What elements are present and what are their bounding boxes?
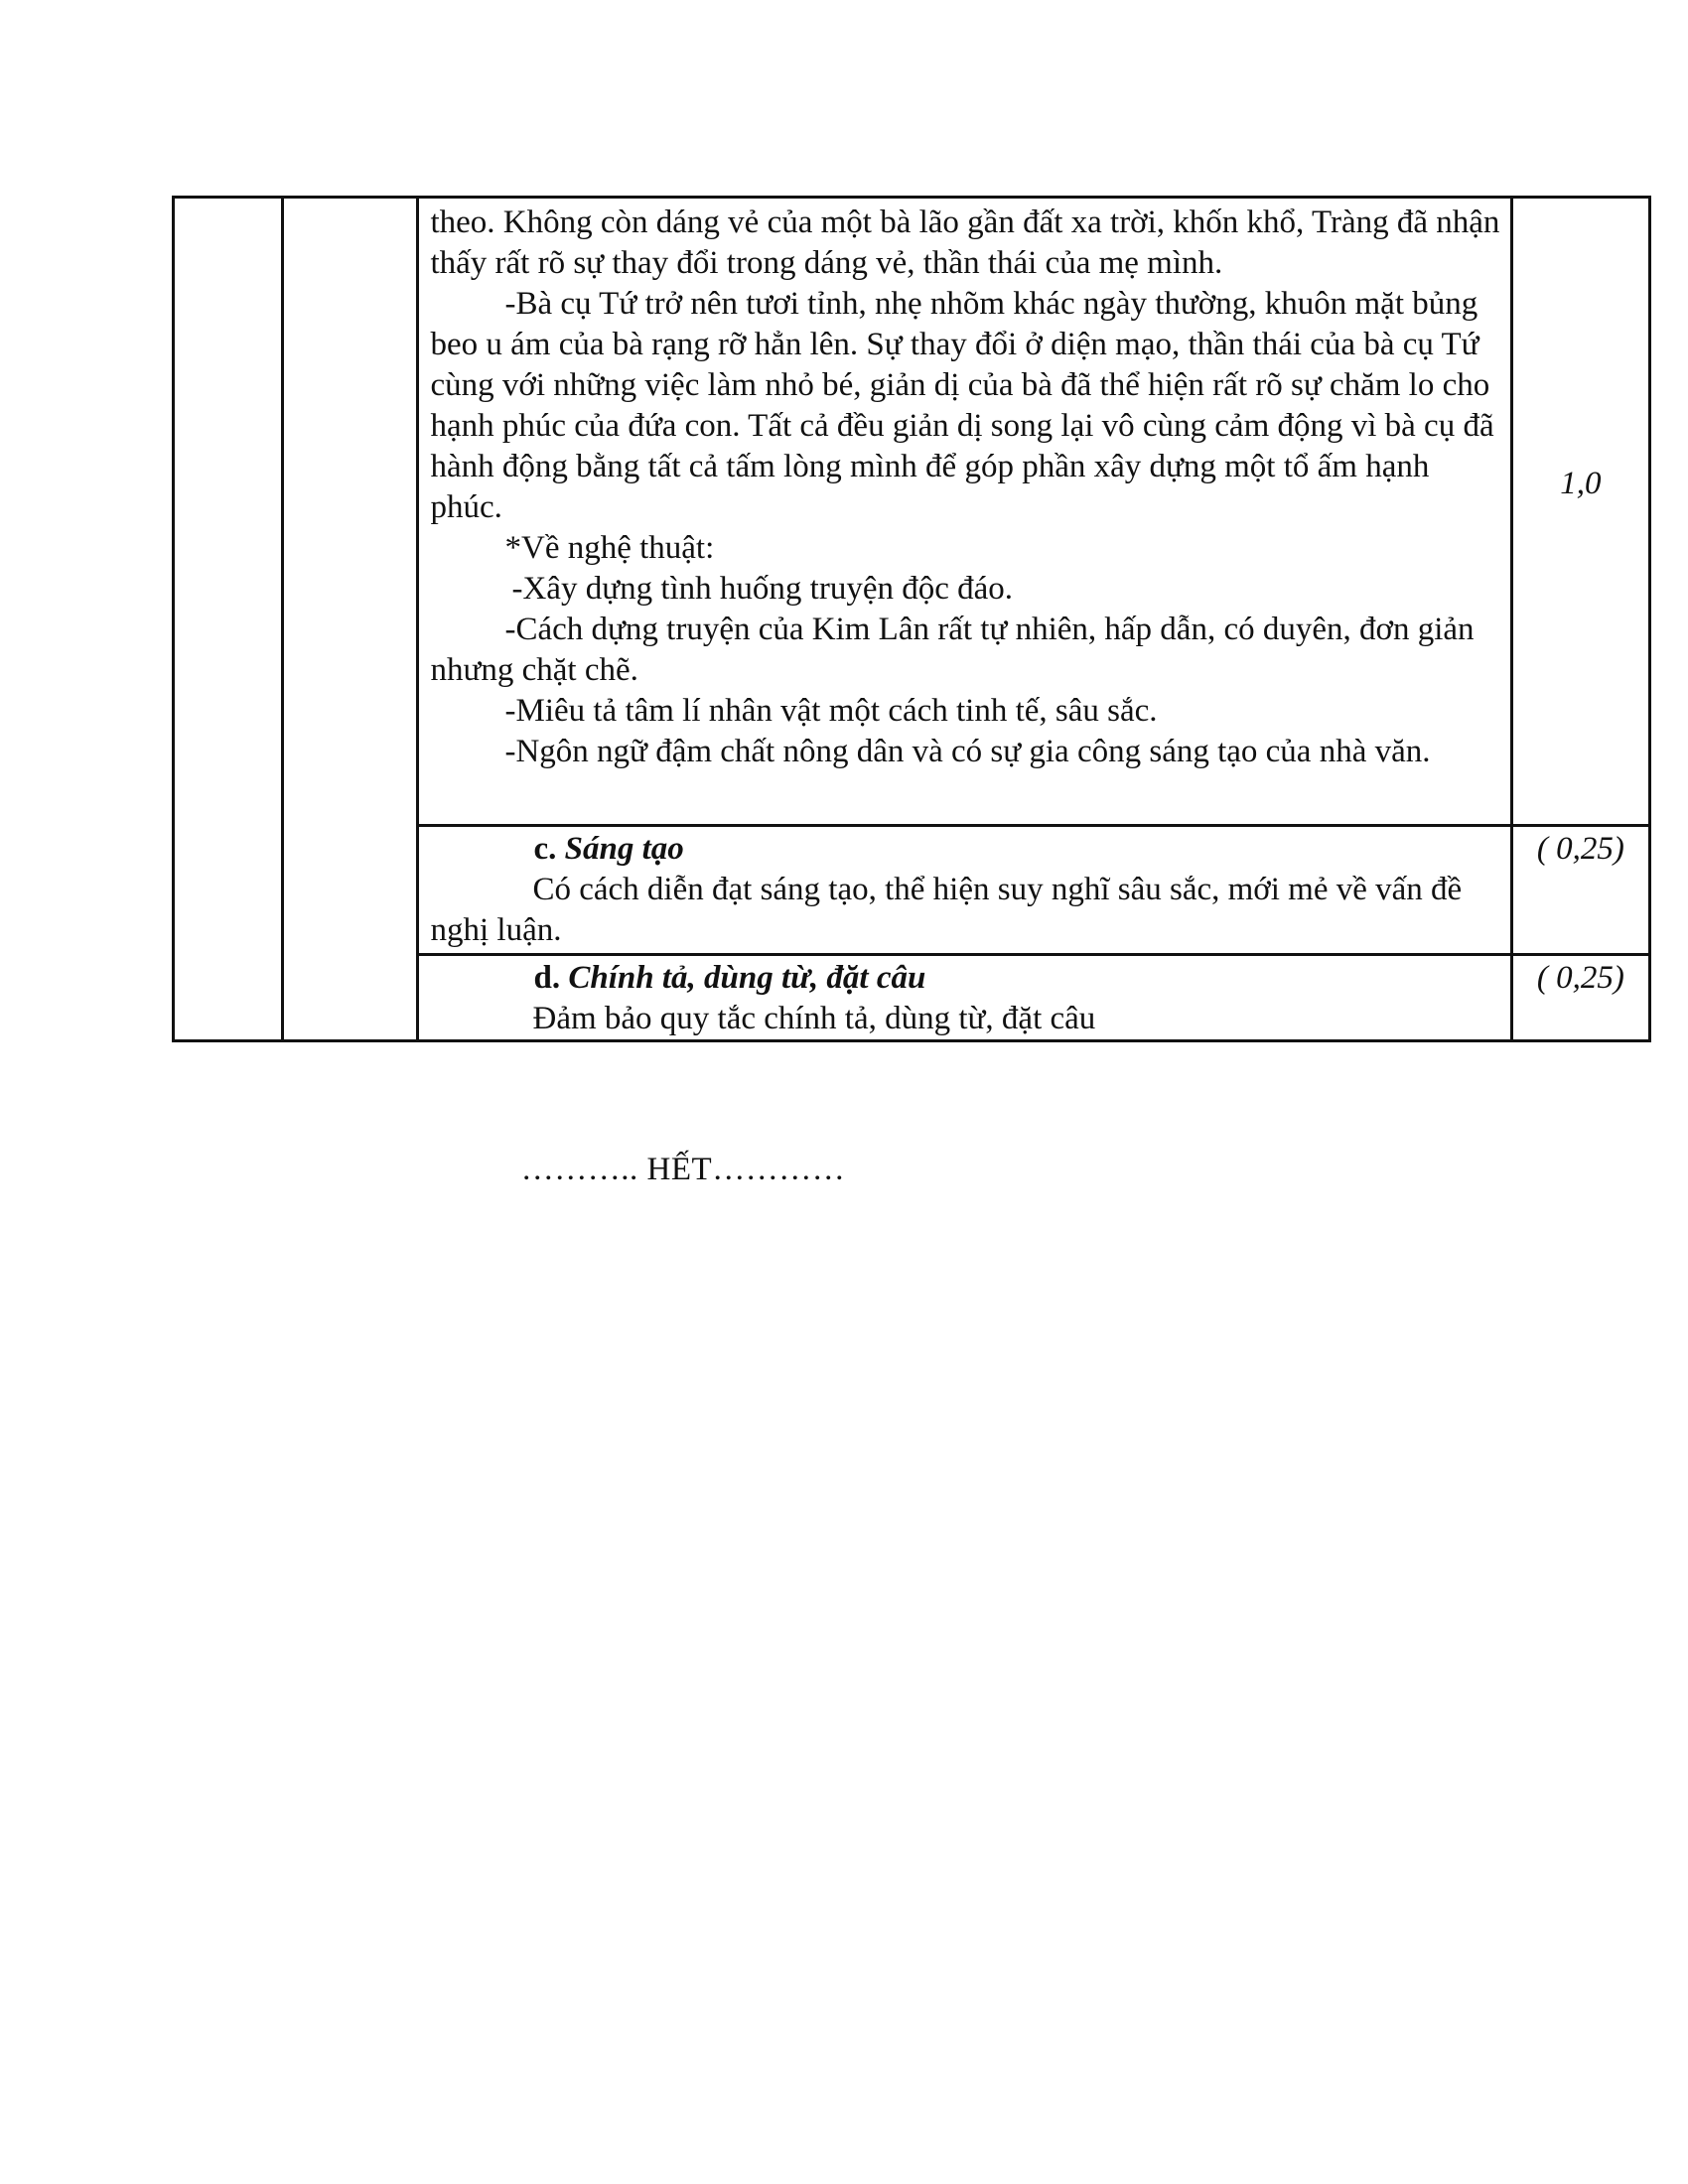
art-heading: *Về nghệ thuật:	[504, 530, 715, 566]
criterion-heading	[430, 958, 1499, 999]
content-cell	[418, 955, 1511, 1041]
end-marker	[0, 1150, 1688, 1190]
criterion-heading	[430, 829, 1499, 870]
score-cell	[1511, 198, 1649, 826]
section-cell	[283, 198, 418, 1041]
score-cell	[1511, 955, 1649, 1041]
content-paragraph: -Bà cụ Tứ trở nên tươi tỉnh, nhẹ nhõm khác ngày thường, khuôn mặt bủng beo u ám của bà rạng rỡ hẳn lên. Sự thay đổi ở diện mạo, thần thái của bà cụ Tứ cùng với những việc làm nhỏ bé, giản dị của bà đã thể hiện rất rõ sự chăm lo cho hạnh phúc của đứa con. Tất cả đều giản dị song lại vô cùng cảm động vì bà cụ đã hành động bằng tất cả tấm lòng mình để góp phần xây dựng một tổ ấm hạnh phúc.	[430, 286, 1494, 525]
content-cell	[418, 198, 1511, 826]
score-value: 1,0	[1560, 465, 1602, 501]
score-value: ( 0,25)	[1536, 960, 1624, 996]
answer-table	[172, 196, 1651, 1042]
content-paragraph: -Cách dựng truyện của Kim Lân rất tự nhiên, hấp dẫn, có duyên, đơn giản nhưng chặt chẽ.	[430, 612, 1475, 688]
criterion-title: Sáng tạo	[564, 831, 684, 867]
content-paragraph: -Ngôn ngữ đậm chất nông dân và có sự gia công sáng tạo của nhà văn.	[504, 734, 1431, 769]
content-paragraph: -Miêu tả tâm lí nhân vật một cách tinh tế, sâu sắc.	[504, 693, 1158, 729]
content-paragraph: -Xây dựng tình huống truyện độc đáo.	[511, 571, 1014, 607]
score-value: ( 0,25)	[1536, 831, 1624, 867]
content-cell	[418, 826, 1511, 955]
criterion-body: Đảm bảo quy tắc chính tả, dùng từ, đặt câu	[532, 1001, 1096, 1036]
score-cell	[1511, 826, 1649, 955]
question-cell	[174, 198, 283, 1041]
end-text: ……….. HẾT…………	[520, 1152, 846, 1187]
criterion-label: d.	[533, 960, 561, 996]
criterion-title: Chính tả, dùng từ, đặt câu	[568, 960, 926, 996]
criterion-label: c.	[533, 831, 557, 867]
criterion-body: Có cách diễn đạt sáng tạo, thể hiện suy nghĩ sâu sắc, mới mẻ về vấn đề nghị luận.	[430, 872, 1463, 948]
table-row	[174, 198, 1650, 826]
content-paragraph: theo. Không còn dáng vẻ của một bà lão gần đất xa trời, khốn khổ, Tràng đã nhận thấy rất rõ sự thay đổi trong dáng vẻ, thần thái của mẹ mình.	[430, 205, 1500, 281]
